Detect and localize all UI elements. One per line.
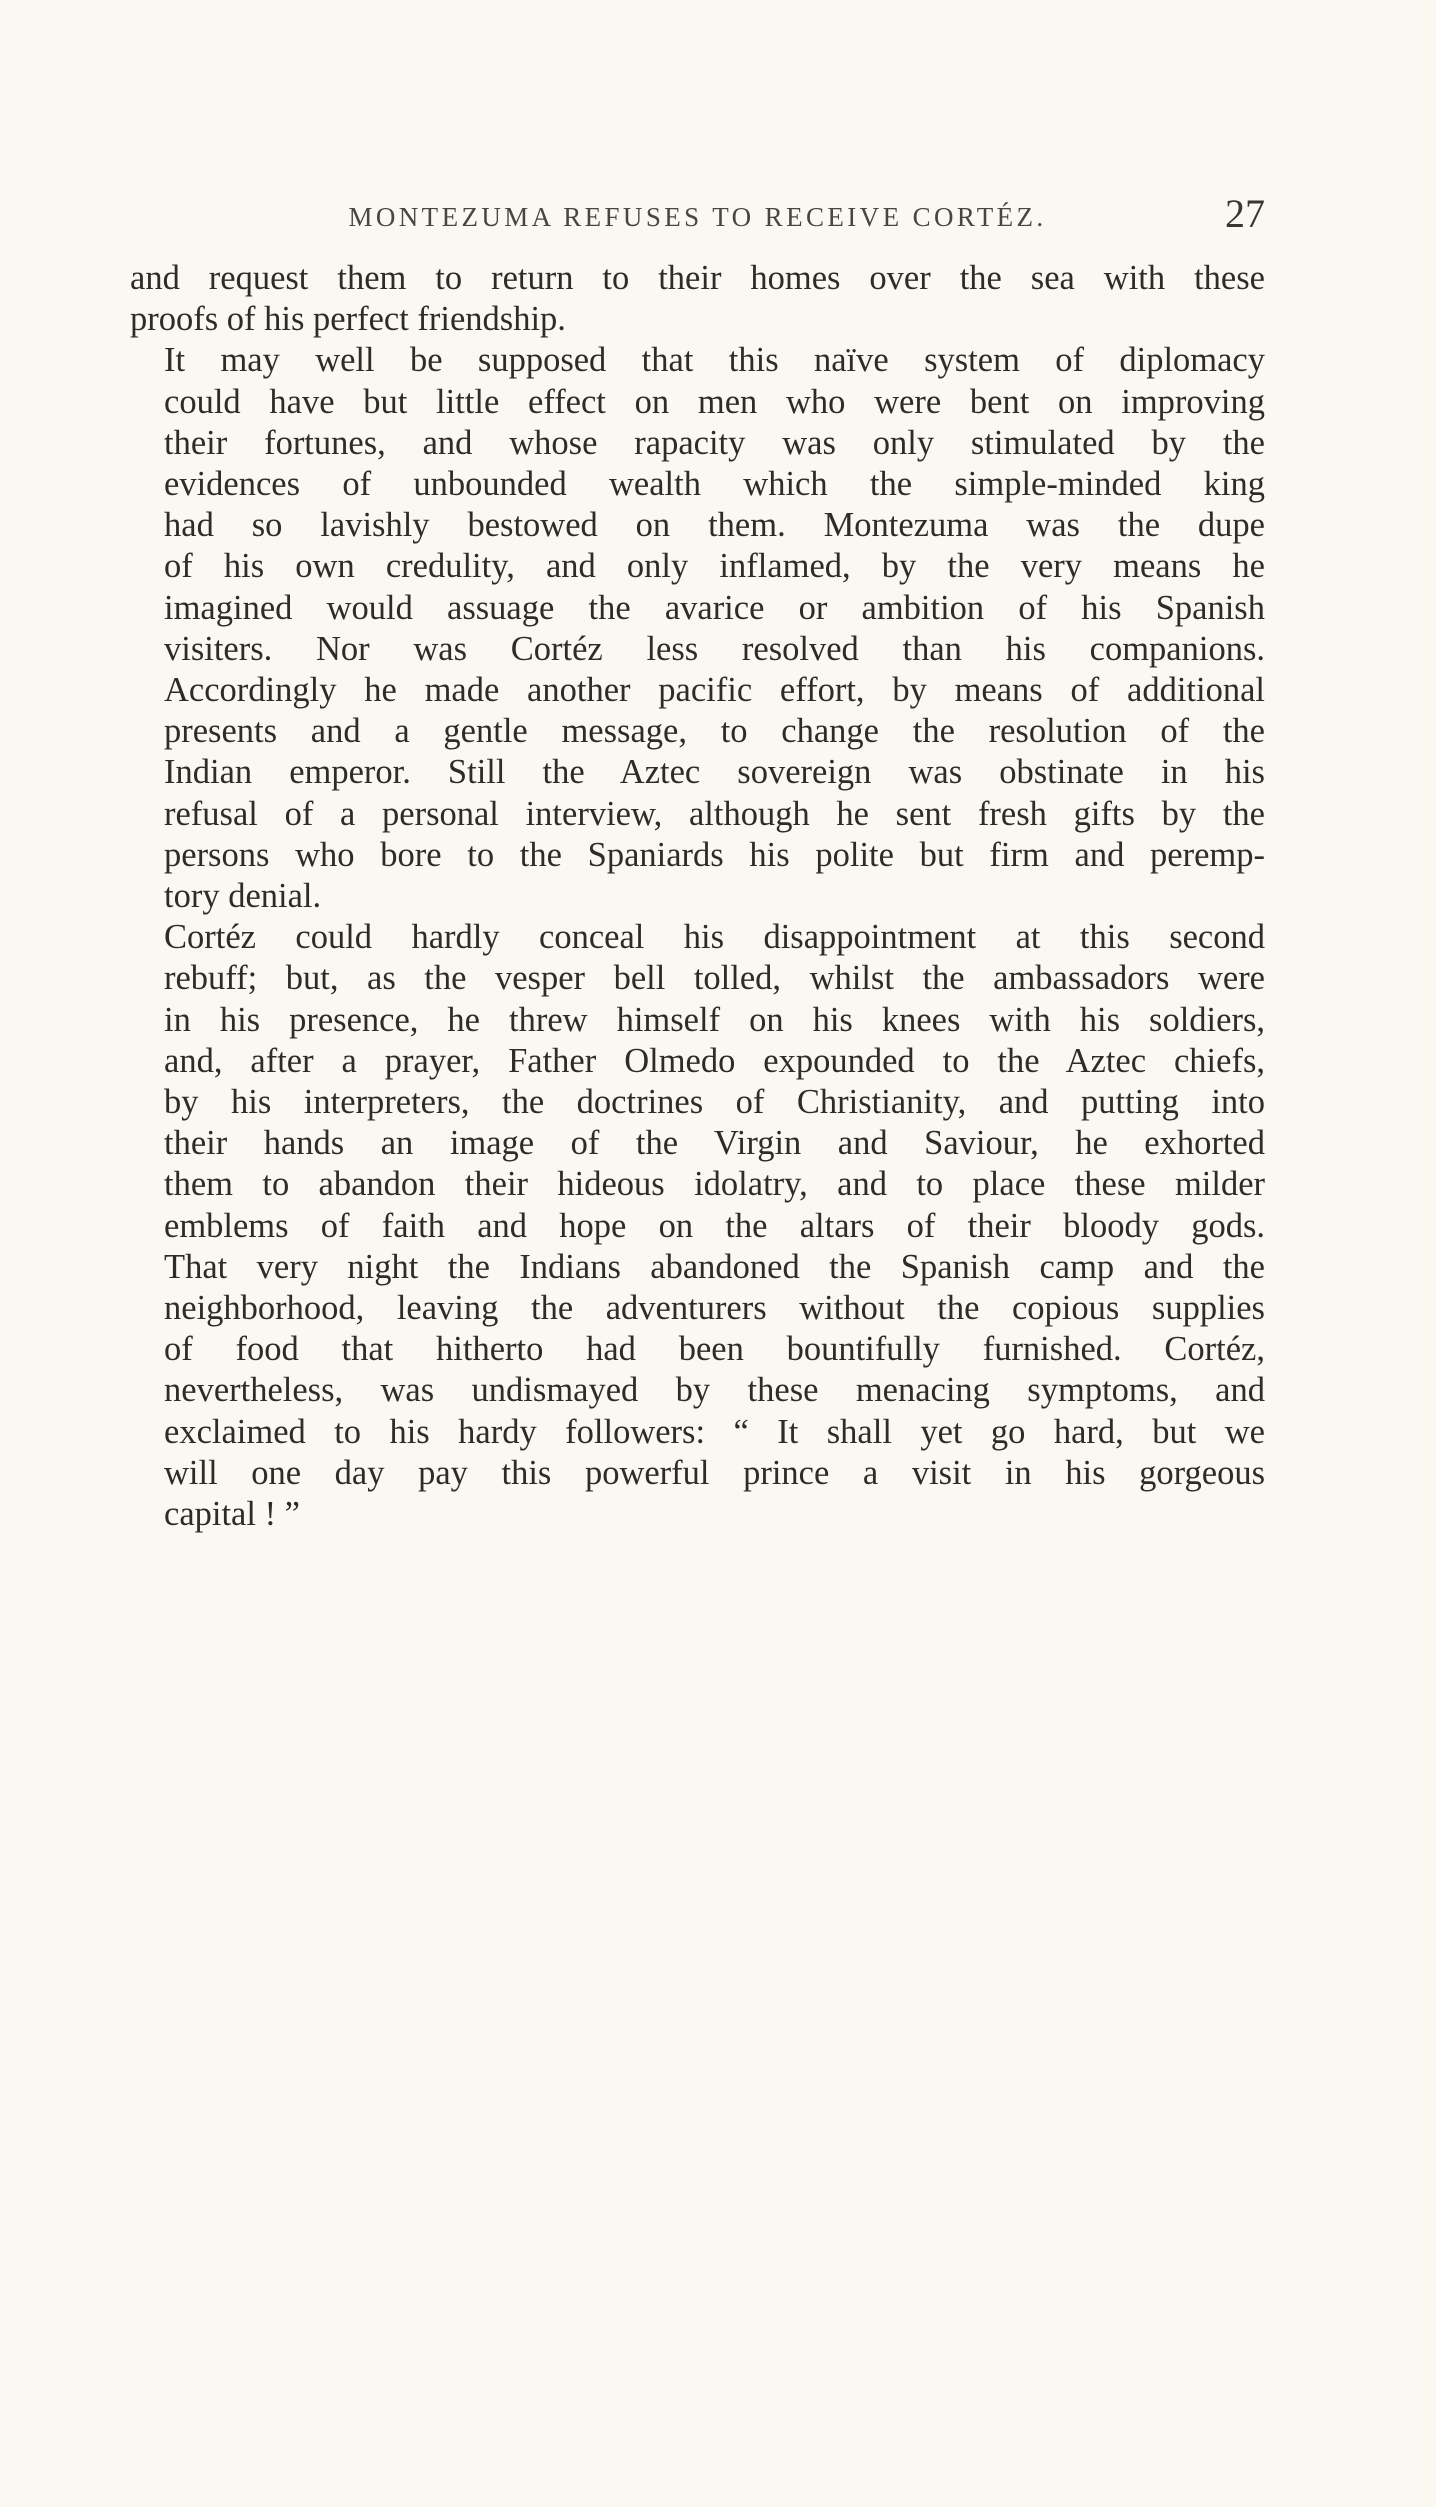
text-line: refusal of a personal interview, although he sent fresh gifts by the: [164, 794, 1265, 833]
text-line: tory denial.: [164, 877, 322, 916]
paragraph-continued: [130, 258, 1265, 340]
text-line: and request them to return to their homes over the sea with these: [130, 259, 1265, 297]
text-line: visiters. Nor was Cortéz less resolved than his companions.: [164, 629, 1265, 668]
text-line: their fortunes, and whose rapacity was only stimulated by the: [164, 423, 1265, 462]
text-line: will one day pay this powerful prince a visit in his gorgeous: [164, 1453, 1265, 1492]
text-line: exclaimed to his hardy followers: “ It shall yet go hard, but we: [164, 1412, 1265, 1451]
text-line: presents and a gentle message, to change the resolution of the: [164, 712, 1265, 751]
text-line: could have but little effect on men who were bent on improving: [164, 382, 1265, 421]
text-line: imagined would assuage the avarice or ambition of his Spanish: [164, 588, 1265, 627]
running-title: MONTEZUMA REFUSES TO RECEIVE CORTÉZ.: [348, 202, 1047, 232]
text-line: and, after a prayer, Father Olmedo expounded to the Aztec chiefs,: [164, 1041, 1265, 1080]
text-line: neighborhood, leaving the adventurers without the copious supplies: [164, 1289, 1265, 1328]
text-line: of his own credulity, and only inflamed, by the very means he: [164, 547, 1265, 586]
paragraph: [130, 340, 1265, 917]
paragraph: [130, 917, 1265, 1535]
text-line: Accordingly he made another pacific effort, by means of additional: [164, 671, 1265, 710]
page-number: 27: [1225, 191, 1265, 236]
text-line: proofs of his perfect friendship.: [130, 300, 566, 339]
running-head: [130, 186, 1265, 246]
text-line: of food that hitherto had been bountifully furnished. Cortéz,: [164, 1330, 1265, 1369]
text-line: in his presence, he threw himself on his knees with his soldiers,: [164, 1000, 1265, 1039]
text-line: rebuff; but, as the vesper bell tolled, whilst the ambassadors were: [164, 959, 1265, 998]
text-line: persons who bore to the Spaniards his polite but firm and peremp-: [164, 835, 1265, 874]
text-line: It may well be supposed that this naïve system of diplomacy: [164, 341, 1265, 380]
text-line: by his interpreters, the doctrines of Christianity, and putting into: [164, 1083, 1265, 1122]
text-line: had so lavishly bestowed on them. Montezuma was the dupe: [164, 506, 1265, 545]
text-line: evidences of unbounded wealth which the simple-minded king: [164, 465, 1265, 504]
text-line: capital ! ”: [164, 1495, 300, 1534]
text-line: nevertheless, was undismayed by these menacing symptoms, and: [164, 1371, 1265, 1410]
text-line: Indian emperor. Still the Aztec sovereign was obstinate in his: [164, 753, 1265, 792]
text-line: Cortéz could hardly conceal his disappointment at this second: [164, 918, 1265, 957]
text-line: That very night the Indians abandoned the Spanish camp and the: [164, 1247, 1265, 1286]
body-text: [130, 258, 1265, 1535]
text-line: them to abandon their hideous idolatry, and to place these milder: [164, 1165, 1265, 1204]
text-line: emblems of faith and hope on the altars of their bloody gods.: [164, 1206, 1265, 1245]
text-line: their hands an image of the Virgin and Saviour, he exhorted: [164, 1124, 1265, 1163]
